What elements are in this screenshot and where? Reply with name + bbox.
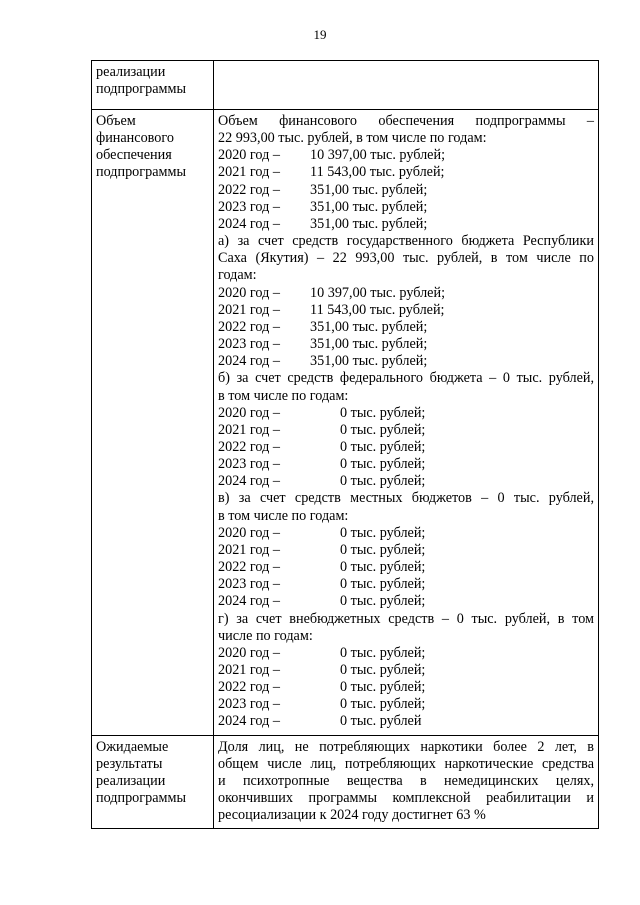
year-label: 2024 год – bbox=[218, 593, 280, 610]
section-g-line: г) за счет внебюджетных средств – 0 тыс. рублей, в том bbox=[218, 610, 594, 627]
year-line bbox=[218, 456, 594, 473]
page-number: 19 bbox=[313, 27, 327, 42]
year-line bbox=[218, 285, 594, 302]
year-label: 2020 год – bbox=[218, 147, 280, 164]
results-line: окончивших программы комплексной реабилитации и bbox=[218, 790, 594, 807]
year-label: 2020 год – bbox=[218, 524, 280, 541]
results-line: Доля лиц, не потребляющих наркотики более 2 лет, в bbox=[218, 738, 594, 755]
results-line: общем числе лиц, потребляющих наркотические средства bbox=[218, 755, 594, 772]
table-row bbox=[92, 110, 599, 736]
year-label: 2024 год – bbox=[218, 353, 280, 370]
year-label: 2024 год – bbox=[218, 713, 280, 730]
year-amount: 0 тыс. рублей; bbox=[340, 473, 426, 490]
year-label: 2020 год – bbox=[218, 404, 280, 421]
expected-results-cell bbox=[214, 735, 599, 829]
year-amount: 0 тыс. рублей; bbox=[340, 696, 426, 713]
row-label bbox=[92, 110, 214, 736]
year-amount: 0 тыс. рублей; bbox=[340, 679, 426, 696]
label-line: Ожидаемые bbox=[96, 738, 169, 755]
table-row bbox=[92, 735, 599, 829]
year-line bbox=[218, 645, 594, 662]
year-label: 2021 год – bbox=[218, 301, 280, 318]
year-amount: 0 тыс. рублей; bbox=[340, 559, 426, 576]
year-amount: 0 тыс. рублей; bbox=[340, 524, 426, 541]
label-line: Объем bbox=[96, 113, 136, 129]
row-value-empty bbox=[214, 61, 599, 110]
year-line bbox=[218, 662, 594, 679]
section-g-line: числе по годам: bbox=[218, 627, 313, 644]
section-v-line: в) за счет средств местных бюджетов – 0 тыс. рублей, bbox=[218, 490, 594, 507]
year-amount: 11 543,00 тыс. рублей; bbox=[310, 164, 445, 181]
label-line: реализации bbox=[96, 64, 166, 80]
year-amount: 351,00 тыс. рублей; bbox=[310, 336, 428, 353]
year-label: 2022 год – bbox=[218, 438, 280, 455]
year-line bbox=[218, 473, 594, 490]
year-label: 2022 год – bbox=[218, 679, 280, 696]
year-label: 2021 год – bbox=[218, 662, 280, 678]
year-line bbox=[218, 182, 594, 199]
year-line bbox=[218, 353, 594, 370]
year-amount: 351,00 тыс. рублей; bbox=[310, 198, 428, 215]
year-label: 2022 год – bbox=[218, 318, 280, 335]
year-line bbox=[218, 696, 594, 713]
year-amount: 351,00 тыс. рублей; bbox=[310, 181, 428, 198]
year-line bbox=[218, 525, 594, 542]
year-amount: 0 тыс. рублей; bbox=[340, 576, 426, 593]
year-line bbox=[218, 439, 594, 456]
label-line: подпрограммы bbox=[96, 790, 186, 807]
results-line: и психотропные вещества в немедицинских целях, bbox=[218, 772, 594, 789]
year-line bbox=[218, 336, 594, 353]
funding-intro-line: 22 993,00 тыс. рублей, в том числе по годам: bbox=[218, 130, 487, 147]
year-label: 2022 год – bbox=[218, 181, 280, 198]
year-label: 2024 год – bbox=[218, 215, 280, 232]
year-amount: 0 тыс. рублей bbox=[340, 713, 422, 730]
year-amount: 10 397,00 тыс. рублей; bbox=[310, 147, 446, 164]
year-amount: 11 543,00 тыс. рублей; bbox=[310, 301, 445, 318]
year-amount: 0 тыс. рублей; bbox=[340, 456, 426, 473]
year-amount: 0 тыс. рублей; bbox=[340, 421, 426, 438]
year-line bbox=[218, 199, 594, 216]
section-b-line: б) за счет средств федерального бюджета – 0 тыс. рублей, bbox=[218, 370, 594, 387]
year-line bbox=[218, 422, 594, 439]
row-label bbox=[92, 735, 214, 829]
year-line bbox=[218, 164, 594, 181]
year-amount: 0 тыс. рублей; bbox=[340, 644, 426, 661]
section-a-line: Саха (Якутия) – 22 993,00 тыс. рублей, в том числе по bbox=[218, 250, 594, 267]
year-amount: 0 тыс. рублей; bbox=[340, 438, 426, 455]
year-amount: 10 397,00 тыс. рублей; bbox=[310, 284, 446, 301]
year-line bbox=[218, 319, 594, 336]
year-line bbox=[218, 559, 594, 576]
section-v-line: в том числе по годам: bbox=[218, 507, 349, 524]
year-label: 2022 год – bbox=[218, 559, 280, 576]
year-amount: 351,00 тыс. рублей; bbox=[310, 215, 428, 232]
year-label: 2023 год – bbox=[218, 576, 280, 593]
year-line bbox=[218, 542, 594, 559]
label-line: финансового bbox=[96, 130, 174, 147]
section-a-line: годам: bbox=[218, 267, 257, 284]
year-label: 2021 год – bbox=[218, 541, 280, 558]
year-label: 2021 год – bbox=[218, 164, 280, 181]
year-label: 2021 год – bbox=[218, 421, 280, 438]
funding-intro-line: Объем финансового обеспечения подпрограммы – bbox=[218, 113, 594, 129]
table-row bbox=[92, 61, 599, 110]
year-amount: 351,00 тыс. рублей; bbox=[310, 353, 428, 370]
label-line: подпрограммы bbox=[96, 81, 186, 98]
section-a-line: а) за счет средств государственного бюджета Республики bbox=[218, 233, 594, 250]
year-label: 2023 год – bbox=[218, 198, 280, 215]
year-amount: 0 тыс. рублей; bbox=[340, 662, 426, 678]
year-line bbox=[218, 576, 594, 593]
subprogram-passport-table bbox=[91, 60, 599, 829]
results-line: ресоциализации к 2024 году достигнет 63 % bbox=[218, 807, 486, 824]
row-label bbox=[92, 61, 214, 110]
year-line bbox=[218, 216, 594, 233]
year-label: 2020 год – bbox=[218, 644, 280, 661]
year-label: 2023 год – bbox=[218, 336, 280, 353]
year-label: 2023 год – bbox=[218, 696, 280, 713]
year-amount: 0 тыс. рублей; bbox=[340, 593, 426, 610]
label-line: подпрограммы bbox=[96, 164, 186, 181]
year-amount: 351,00 тыс. рублей; bbox=[310, 318, 428, 335]
year-label: 2020 год – bbox=[218, 284, 280, 301]
year-line bbox=[218, 713, 594, 730]
section-b-line: в том числе по годам: bbox=[218, 387, 349, 404]
year-label: 2024 год – bbox=[218, 473, 280, 490]
funding-cell bbox=[214, 110, 599, 736]
year-line bbox=[218, 405, 594, 422]
year-line bbox=[218, 302, 594, 319]
year-line bbox=[218, 593, 594, 610]
year-line bbox=[218, 679, 594, 696]
label-line: обеспечения bbox=[96, 147, 172, 164]
year-amount: 0 тыс. рублей; bbox=[340, 404, 426, 421]
label-line: реализации bbox=[96, 772, 166, 789]
year-amount: 0 тыс. рублей; bbox=[340, 541, 426, 558]
label-line: результаты bbox=[96, 755, 163, 772]
year-line bbox=[218, 147, 594, 164]
year-label: 2023 год – bbox=[218, 456, 280, 473]
